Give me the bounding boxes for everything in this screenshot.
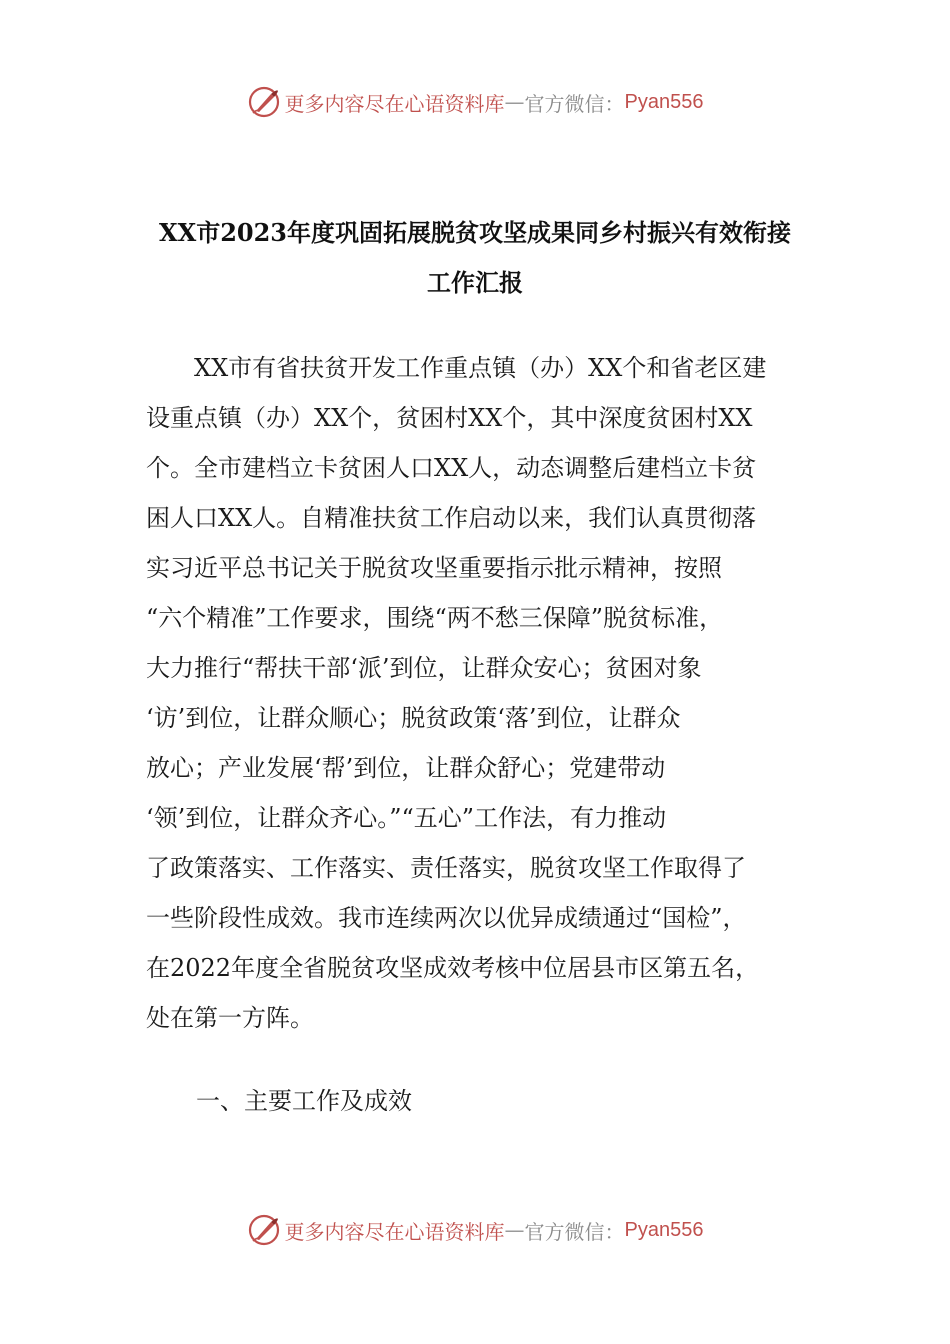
body-line: 实习近平总书记关于脱贫攻坚重要指示批示精神，按照 <box>146 554 722 582</box>
body-line: ‘领’到位，让群众齐心。”“五心”工作法，有力推动 <box>146 804 667 832</box>
quill-pen-logo-icon <box>247 1213 281 1247</box>
body-line: 大力推行“帮扶干部‘派’到位，让群众安心；贫困对象 <box>146 654 702 682</box>
body-line: 一些阶段性成效。我市连续两次以优异成绩通过“国检”， <box>146 904 747 932</box>
body-line: 了政策落实、工作落实、责任落实，脱贫攻坚工作取得了 <box>146 854 746 882</box>
body-line: ‘访’到位，让群众顺心；脱贫政策‘落’到位，让群众 <box>146 704 681 732</box>
quill-pen-logo-icon <box>247 85 281 119</box>
title-line: XX市2023年度巩固拓展脱贫攻坚成果同乡村振兴有效衔接 <box>158 218 792 247</box>
title-line: 工作汇报 <box>427 268 523 297</box>
footer-watermark <box>0 1210 950 1250</box>
body-line: 放心；产业发展‘帮’到位，让群众舒心；党建带动 <box>146 754 666 782</box>
body-line: 个。全市建档立卡贫困人口XX人，动态调整后建档立卡贫 <box>146 454 757 482</box>
section-heading: 一、主要工作及成效 <box>196 1087 412 1115</box>
body-line: XX市有省扶贫开发工作重点镇（办）XX个和省老区建 <box>146 354 767 382</box>
body-line: 设重点镇（办）XX个，贫困村XX个，其中深度贫困村XX <box>146 404 753 432</box>
watermark-sub-text: 官方微信： <box>524 91 625 116</box>
header-watermark <box>0 82 950 122</box>
watermark-wechat-id: Pyan556 <box>624 90 704 113</box>
body-line: 在2022年度全省脱贫攻坚成效考核中位居县市区第五名， <box>146 954 760 982</box>
watermark-dash: — <box>504 1218 525 1242</box>
watermark-dash: — <box>504 90 525 114</box>
watermark-wechat-id: Pyan556 <box>624 1218 704 1241</box>
body-paragraph <box>146 343 806 1043</box>
body-line: “六个精准”工作要求，围绕“两不愁三保障”脱贫标准， <box>146 604 724 632</box>
body-line: 处在第一方阵。 <box>146 1004 314 1032</box>
body-line: 困人口XX人。自精准扶贫工作启动以来，我们认真贯彻落 <box>146 504 757 532</box>
document-title <box>120 208 830 308</box>
watermark-main-text: 更多内容尽在心语资料库 <box>284 1219 505 1244</box>
watermark-sub-text: 官方微信： <box>524 1219 625 1244</box>
watermark-main-text: 更多内容尽在心语资料库 <box>284 91 505 116</box>
